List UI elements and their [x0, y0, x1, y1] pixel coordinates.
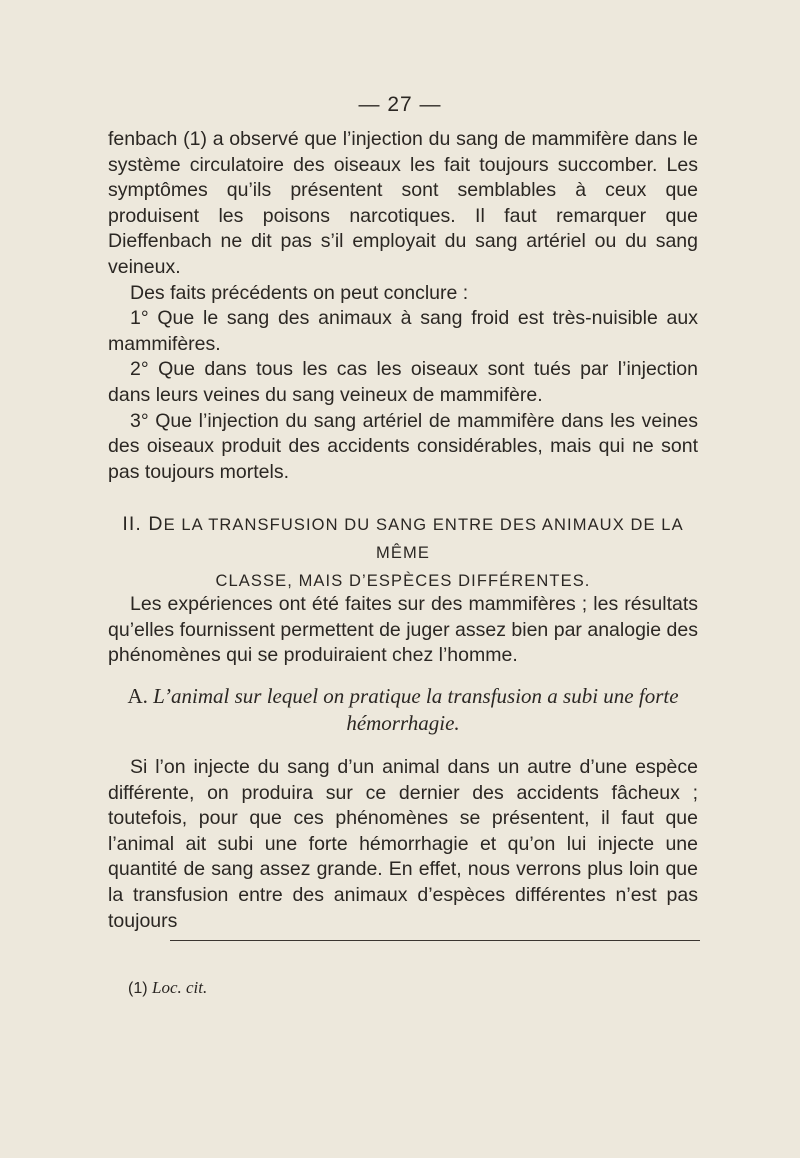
section-heading-line-1 — [108, 510, 698, 567]
subsection-label: A. — [127, 684, 148, 708]
subsection-title-line-2: hémorrhagie. — [346, 711, 460, 735]
subsection-body — [108, 755, 698, 934]
section-intro-block — [108, 592, 698, 669]
section-heading — [108, 510, 698, 595]
paragraph-conclusion-intro: Des faits précédents on peut conclure : — [130, 281, 469, 304]
paragraph-conclusion-1: 1° Que le sang des animaux à sang froid est très-nuisible aux mammifères. — [108, 307, 698, 355]
section-heading-line-2: CLASSE, MAIS D’ESPÈCES DIFFÉRENTES. — [215, 572, 591, 590]
section-heading-text: E LA TRANSFUSION DU SANG ENTRE DES ANIMAUX DE LA MÊME — [163, 516, 684, 562]
footnote-marker: (1) — [128, 980, 148, 997]
paragraph-conclusion-2: 2° Que dans tous les cas les oiseaux sont tués par l’injection dans leurs veines du sang veineux de mammifère. — [108, 358, 698, 406]
section-numeral: II. D — [122, 513, 164, 535]
footnote-text: Loc. cit. — [152, 978, 208, 997]
footnote — [128, 975, 207, 1002]
footnote-divider — [170, 940, 700, 941]
section-intro-paragraph: Les expériences ont été faites sur des mammifères ; les résultats qu’elles fournissent permettent de juger assez bien par analogie des phénomènes qui se produiraient chez l’homme. — [108, 593, 698, 667]
subsection-heading — [108, 683, 698, 737]
subsection-paragraph: Si l’on injecte du sang d’un animal dans un autre d’une espèce différente, on produira sur ce dernier des accidents fâcheux ; toutefois, pour que ces phénomènes se présentent, il faut que l’animal ait subi une forte hémorrhagie et qu’on lui injecte une quantité de sang assez grande. En effet, nous verrons plus loin que la transfusion entre des animaux d’espèces différentes n’est pas toujours — [108, 756, 698, 932]
body-top — [108, 127, 698, 485]
paragraph-continuation: fenbach (1) a observé que l’injection du sang de mammifère dans le système circulatoire des oiseaux les fait toujours succomber. Les symptômes qu’ils présentent sont semblables à ceux que produisent les poisons narcotiques. Il faut remarquer que Dieffenbach ne dit pas s’il employait du sang artériel ou du sang veineux. — [108, 128, 698, 278]
paragraph-conclusion-3: 3° Que l’injection du sang artériel de mammifère dans les veines des oiseaux produit des accidents considérables, mais qui ne sont pas toujours mortels. — [108, 409, 698, 483]
subsection-title-line-1 — [108, 683, 698, 710]
subsection-title: L’animal sur lequel on pratique la transfusion a subi une forte — [153, 684, 679, 708]
page-number: — 27 — — [358, 93, 442, 116]
